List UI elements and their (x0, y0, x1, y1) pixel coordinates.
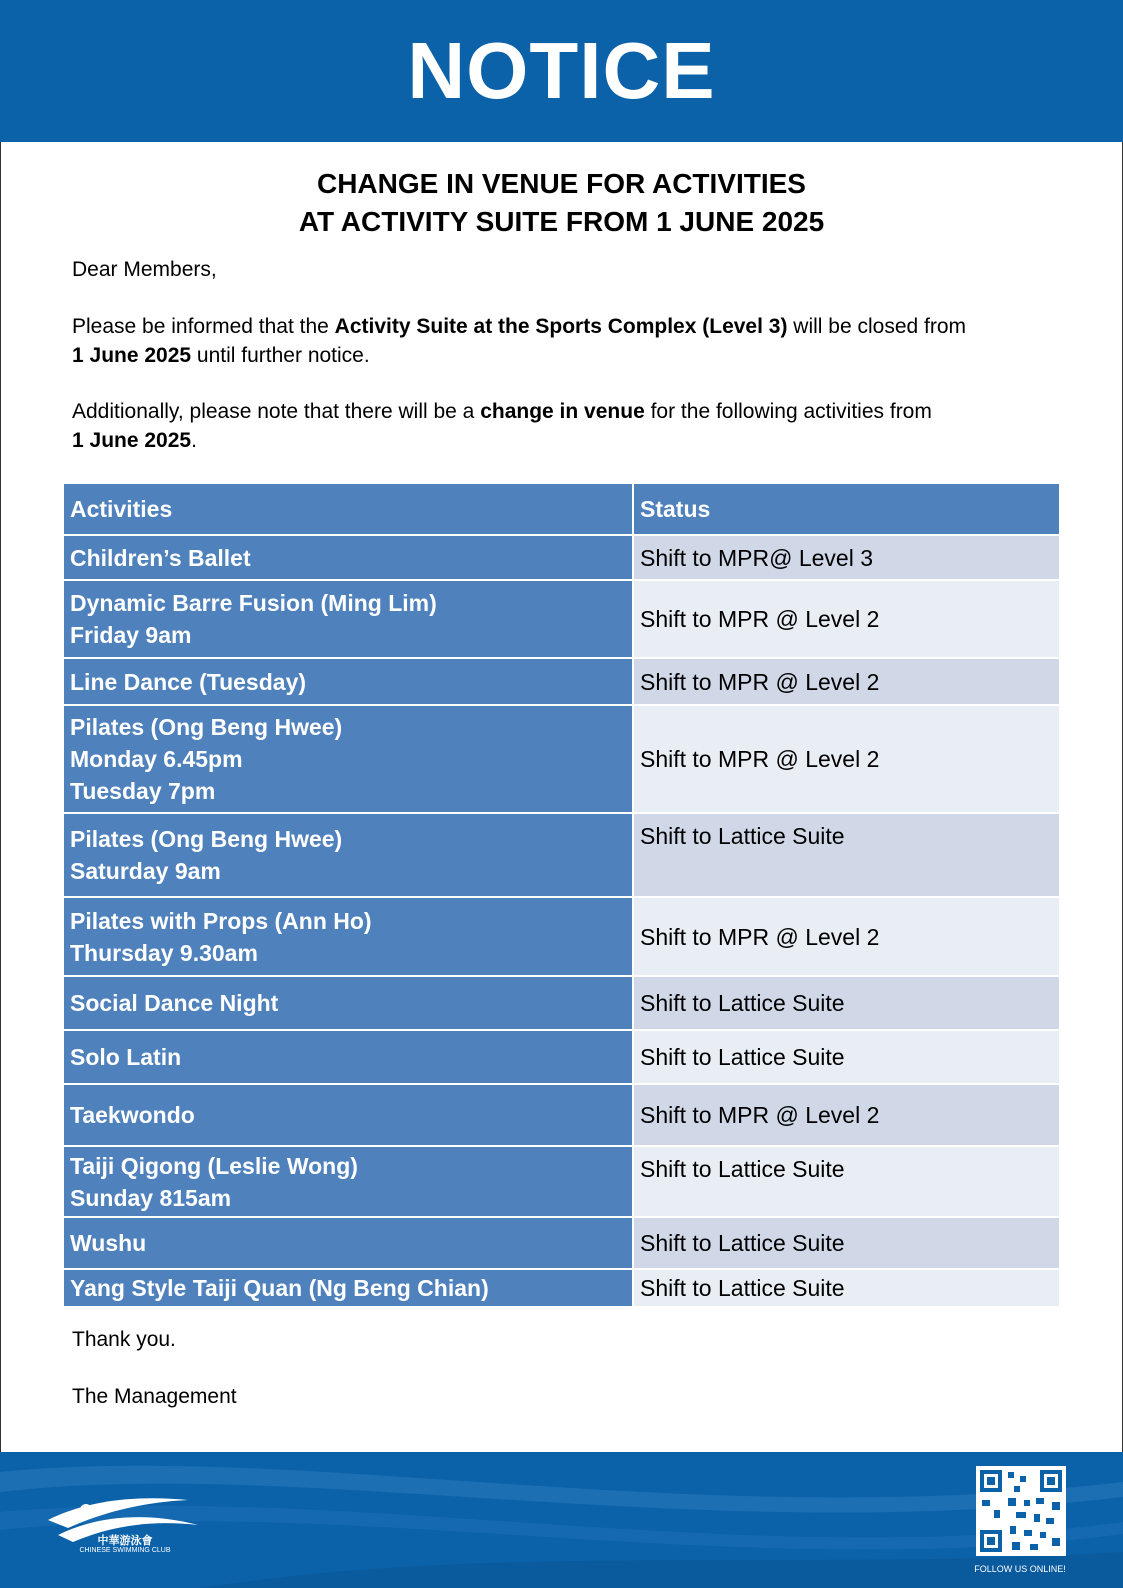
qr-follow-label: FOLLOW US ONLINE! (974, 1564, 1066, 1574)
subtitle-line-2: AT ACTIVITY SUITE FROM 1 JUNE 2025 (298, 206, 825, 237)
paragraph-text: . (191, 429, 197, 452)
activities-table (62, 482, 1061, 1308)
status-cell: Shift to MPR @ Level 2 (633, 1084, 1060, 1146)
table-row (63, 535, 1060, 580)
activity-line: Taiji Qigong (Leslie Wong) (70, 1152, 358, 1179)
activity-cell (63, 658, 633, 705)
paragraph-text: Please be informed that the (72, 315, 335, 338)
activity-cell (63, 705, 633, 813)
status-cell: Shift to MPR @ Level 2 (633, 705, 1060, 813)
activity-line: Social Dance Night (70, 990, 279, 1016)
paragraph-emphasis: 1 June 2025 (72, 429, 192, 452)
table-row (63, 813, 1060, 897)
swimmer-logo-icon (38, 1480, 208, 1570)
table-row (63, 897, 1060, 976)
activity-line: Friday 9am (70, 622, 192, 648)
status-cell: Shift to Lattice Suite (633, 1269, 1060, 1307)
activity-line: Pilates (Ong Beng Hwee) (70, 714, 343, 740)
activity-cell (63, 580, 633, 658)
thank-you-text: Thank you. (72, 1328, 176, 1351)
activity-line: Yang Style Taiji Quan (Ng Beng Chian) (70, 1275, 489, 1301)
activity-line: Dynamic Barre Fusion (Ming Lim) (70, 590, 437, 616)
activity-cell (63, 813, 633, 897)
table-row (63, 705, 1060, 813)
footer-banner (0, 1452, 1123, 1588)
activity-cell (63, 1030, 633, 1084)
paragraph-emphasis: change in venue (480, 400, 645, 423)
activity-line: Wushu (70, 1230, 147, 1256)
notice-title: NOTICE (407, 26, 716, 115)
subtitle-line-1: CHANGE IN VENUE FOR ACTIVITIES (316, 168, 806, 199)
activity-cell (63, 1084, 633, 1146)
activity-line: Pilates with Props (Ann Ho) (70, 907, 372, 934)
activity-cell (63, 976, 633, 1030)
activity-line: Saturday 9am (70, 858, 221, 884)
column-header-activities: Activities (63, 483, 633, 535)
logo-english-text: CHINESE SWIMMING CLUB (79, 1547, 171, 1554)
activity-line: Monday 6.45pm (70, 746, 243, 772)
column-header-status: Status (633, 483, 1060, 535)
activity-cell (63, 1269, 633, 1307)
table-header-row (63, 483, 1060, 535)
table-row (63, 580, 1060, 658)
greeting: Dear Members, (72, 258, 217, 281)
logo-chinese-text: 中華游泳會 (97, 1535, 153, 1547)
table-row (63, 976, 1060, 1030)
status-cell: Shift to Lattice Suite (633, 976, 1060, 1030)
status-cell: Shift to MPR @ Level 2 (633, 658, 1060, 705)
status-cell: Shift to Lattice Suite (633, 1146, 1060, 1217)
activity-cell (63, 897, 633, 976)
paragraph-emphasis: 1 June 2025 (72, 344, 192, 367)
table-row (63, 1084, 1060, 1146)
paragraph-text: for the following activities from (644, 400, 932, 423)
activity-line: Children’s Ballet (70, 544, 251, 571)
signoff-text: The Management (72, 1385, 237, 1408)
notice-subtitle (0, 165, 1123, 241)
status-cell: Shift to Lattice Suite (633, 1030, 1060, 1084)
activity-line: Thursday 9.30am (70, 939, 258, 966)
paragraph-venue-change (72, 397, 1062, 455)
status-cell: Shift to Lattice Suite (633, 1217, 1060, 1269)
paragraph-closure (72, 312, 1062, 370)
status-cell: Shift to MPR@ Level 3 (633, 535, 1060, 580)
table-row (63, 1030, 1060, 1084)
paragraph-emphasis: Activity Suite at the Sports Complex (Level 3) (334, 315, 788, 338)
qr-code-icon[interactable] (976, 1466, 1066, 1556)
activity-cell (63, 1146, 633, 1217)
activity-line: Line Dance (Tuesday) (70, 668, 307, 695)
activity-line: Sunday 815am (70, 1184, 232, 1211)
table-row (63, 658, 1060, 705)
status-cell: Shift to Lattice Suite (633, 813, 1060, 897)
paragraph-text: will be closed from (787, 315, 967, 338)
paragraph-text: until further notice. (191, 344, 370, 367)
table-row (63, 1269, 1060, 1307)
activity-line: Tuesday 7pm (70, 778, 216, 804)
activity-cell (63, 1217, 633, 1269)
notice-header (0, 0, 1123, 142)
activity-line: Solo Latin (70, 1044, 182, 1070)
table-row (63, 1217, 1060, 1269)
paragraph-text: Additionally, please note that there will be a (72, 400, 481, 423)
table-row (63, 1146, 1060, 1217)
status-cell: Shift to MPR @ Level 2 (633, 580, 1060, 658)
status-cell: Shift to MPR @ Level 2 (633, 897, 1060, 976)
activity-line: Pilates (Ong Beng Hwee) (70, 826, 343, 852)
activity-line: Taekwondo (70, 1102, 195, 1128)
activity-cell (63, 535, 633, 580)
